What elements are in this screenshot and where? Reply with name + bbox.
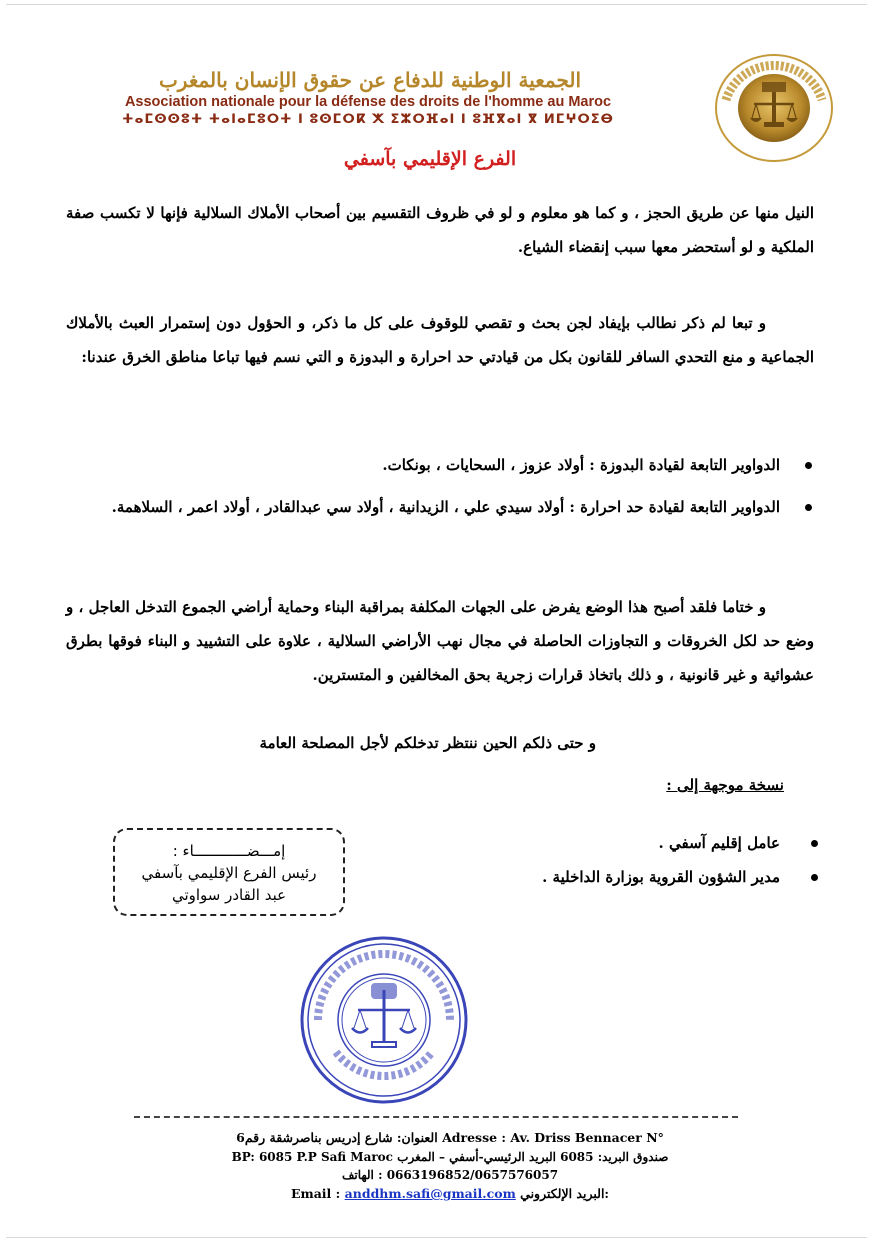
bullet-icon [811, 840, 818, 847]
branch-title: الفرع الإقليمي بآسفي [343, 148, 517, 170]
phone-label: الهاتف : [341, 1168, 383, 1182]
list-item [100, 448, 814, 482]
signature-name: عبد القادر سواوتي [171, 886, 287, 904]
list-item [420, 826, 820, 860]
postal-french: BP: 6085 P.P Safi Maroc [231, 1150, 393, 1164]
postal-arabic: صندوق البريد: 6085 البريد الرئيسي-أسفي – المغرب [397, 1150, 669, 1164]
body-paragraph-2: و تبعا لم ذكر نطالب بإيفاد لجن بحث و تقصي للوقوف على كل ما ذكر، و الحؤول دون إستمرار العبث بالأملاك الجماعية و منع التحدي السافر للقانون بكل من قيادتي حد احرارة و البدوزة و التي نسم فيها تباعا مناطق الخرق عندنا: [66, 314, 814, 366]
list-item-text: مدير الشؤون القروية بوزارة الداخلية . [542, 868, 780, 886]
bullet-icon [805, 462, 812, 469]
email-link[interactable]: anddhm.safi@gmail.com [344, 1186, 516, 1201]
footer-postal [130, 1150, 770, 1164]
org-name-tifinagh: ⵜⴰⵎⵙⵙⵓⵜ ⵜⴰⵏⴰⵎⵓⵔⵜ ⵏ ⵓⵙⵎⵔⴽ ⵅ ⵉⵣⵔⴼⴰⵏ ⵏ ⵓⴼⴳⴰⵏ ⴳ ⵍⵎⵖⵔⵉⴱ [122, 112, 614, 127]
list-item-text: الدواوير التابعة لقيادة البدوزة : أولاد عزوز ، السحايات ، بونكات. [382, 456, 780, 474]
signature-title: رئيس الفرع الإقليمي بآسفي [141, 864, 317, 882]
footer-address [130, 1130, 770, 1145]
list-item [100, 490, 814, 524]
footer-phone [130, 1168, 770, 1182]
list-item-text: الدواوير التابعة لقيادة حد احرارة : أولاد سيدي علي ، الزيدانية ، أولاد سي عبدالقادر ، أولاد اعمر ، السلاهمة. [111, 498, 780, 516]
closing-line: و حتى ذلكم الحين ننتظر تدخلكم لأجل المصلحة العامة [259, 734, 596, 752]
scales-of-justice-logo-icon [712, 52, 836, 164]
footer-email [130, 1186, 770, 1201]
body-paragraph-3: و ختاما فلقد أصبح هذا الوضع يفرض على الجهات المكلفة بمراقبة البناء وحماية أراضي الجموع التدخل العاجل ، و وضع حد لكل الخروقات و التجاوزات الحاصلة في مجال نهب الأراضي السلالية ، علاوة على التشييد و البناء فوقها بطرق عشوائية و غير قانونية ، و ذلك باتخاذ قرارات زجرية بحق المخالفين و المتسترين. [66, 598, 814, 684]
signature-label: إمـــضــــــــــــاء : [172, 842, 286, 860]
bullet-icon [805, 504, 812, 511]
email-label-french: Email : [290, 1186, 341, 1201]
body-paragraph-1: النيل منها عن طريق الحجز ، و كما هو معلوم و لو في ظروف التقسيم بين أصحاب الأملاك السلالية فإنها لا تكسب صفة الملكية و لو أستحضر معها سبب إنقضاء الشياع. [66, 204, 814, 256]
address-arabic: العنوان: شارع إدريس بناصرشقة رقم6 [236, 1130, 438, 1145]
phone-number: 0663196852/0657576057 [386, 1168, 559, 1182]
email-label-arabic: البريد الإلكتروني: [520, 1186, 610, 1201]
address-french: Adresse : Av. Driss Bennacer N° [442, 1130, 664, 1145]
violation-areas-list [100, 448, 814, 532]
copies-list [420, 826, 820, 894]
footer-divider [134, 1116, 738, 1118]
branch-stamp-icon [296, 932, 472, 1108]
list-item-text: عامل إقليم آسفي . [658, 834, 780, 852]
org-name-arabic: الجمعية الوطنية للدفاع عن حقوق الإنسان بالمغرب [158, 68, 582, 92]
copies-heading: نسخة موجهة إلى : [666, 776, 784, 794]
org-name-french: Association nationale pour la défense des droits de l'homme au Maroc [124, 94, 612, 110]
signature-box [113, 828, 345, 916]
bullet-icon [811, 874, 818, 881]
list-item [420, 860, 820, 894]
